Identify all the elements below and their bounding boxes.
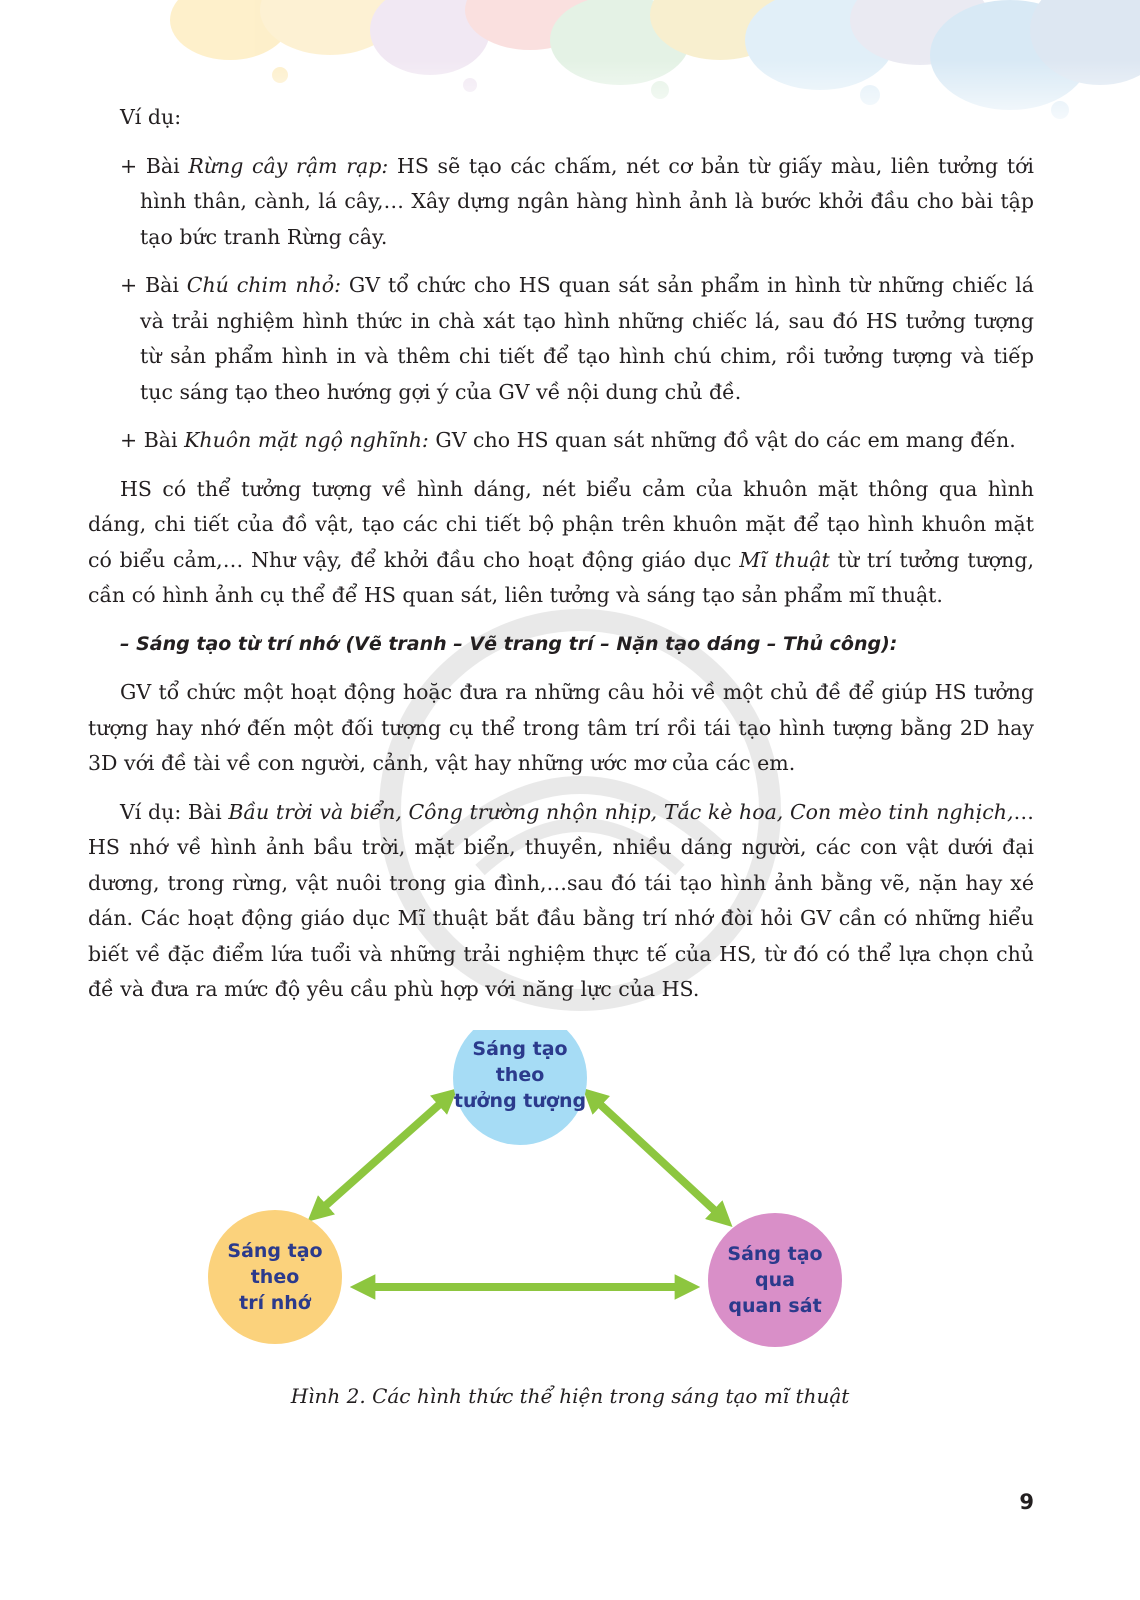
arrow-imagination-observation [590, 1095, 725, 1220]
svg-text:Sáng tạo: Sáng tạo [727, 1243, 823, 1265]
arrow-imagination-memory [315, 1095, 450, 1215]
bullet-chu-chim: + Bài Chú chim nhỏ: GV tổ chức cho HS quan sát sản phẩm in hình từ những chiếc lá và trải nghiệm hình thức in chà xát tạo hình những chiếc lá, sau đó HS tưởng tượng từ sản phẩm hình in và thêm chi tiết để tạo hình chú chim, rồi tưởng tượng và tiếp tục sáng tạo theo hướng gợi ý của GV về nội dung chủ đề. [120, 273, 1034, 404]
svg-text:qua: qua [755, 1269, 795, 1291]
svg-text:theo: theo [495, 1064, 545, 1086]
node-memory [208, 1210, 342, 1344]
example-label: Ví dụ: [120, 105, 182, 129]
svg-text:Sáng tạo: Sáng tạo [227, 1240, 323, 1262]
paragraph-imagination: HS có thể tưởng tượng về hình dáng, nét biểu cảm của khuôn mặt thông qua hình dáng, chi tiết của đồ vật, tạo các chi tiết bộ phận trên khuôn mặt để tạo hình khuôn mặt có biểu cảm,… Như vậy, để khởi đầu cho hoạt động giáo dục Mĩ thuật từ trí tưởng tượng, cần có hình ảnh cụ thể để HS quan sát, liên tưởng và sáng tạo sản phẩm mĩ thuật. [88, 476, 1034, 607]
node-imagination [453, 1030, 587, 1145]
svg-text:trí nhớ: trí nhớ [239, 1292, 311, 1314]
svg-text:theo: theo [250, 1266, 300, 1288]
paragraph-example: Ví dụ: Bài Bầu trời và biển, Công trường nhộn nhịp, Tắc kè hoa, Con mèo tinh nghịch,… HS nhớ về hình ảnh bầu trời, mặt biển, thuyền, nhiều dáng người, các con vật dưới đại dương, trong rừng, vật nuôi trong gia đình,…sau đó tái tạo hình ảnh bằng vẽ, nặn hay xé dán. Các hoạt động giáo dục Mĩ thuật bắt đầu bằng trí nhớ đòi hỏi GV cần có những hiểu biết về đặc điểm lứa tuổi và những trải nghiệm thực tế của HS, từ đó có thể lựa chọn chủ đề và đưa ra mức độ yêu cầu phù hợp với năng lực của HS. [88, 799, 1034, 1001]
figure-caption: Hình 2. Các hình thức thể hiện trong sáng tạo mĩ thuật [290, 1384, 850, 1408]
bullet-rung-cay: + Bài Rừng cây rậm rạp: HS sẽ tạo các chấm, nét cơ bản từ giấy màu, liên tưởng tới hình thân, cành, lá cây,… Xây dựng ngân hàng hình ảnh là bước khởi đầu cho bài tập tạo bức tranh Rừng cây. [120, 153, 1034, 249]
body-text [88, 100, 1034, 1021]
svg-text:Sáng tạo: Sáng tạo [472, 1038, 568, 1060]
page-number: 9 [1019, 1490, 1034, 1514]
svg-text:quan sát: quan sát [728, 1295, 822, 1317]
paragraph-memory: GV tổ chức một hoạt động hoặc đưa ra những câu hỏi về một chủ đề để giúp HS tưởng tượng hay nhớ đến một đối tượng cụ thể trong tâm trí rồi tái tạo hình tượng bằng 2D hay 3D với đề tài về con người, cảnh, vật hay những ước mơ của các em. [88, 680, 1034, 775]
node-observation [708, 1213, 842, 1347]
bullet-khuon-mat: + Bài Khuôn mặt ngộ nghĩnh: GV cho HS quan sát những đồ vật do các em mang đến. [120, 428, 1016, 452]
svg-text:tưởng tượng: tưởng tượng [453, 1090, 587, 1112]
creativity-triangle-diagram [200, 1030, 860, 1360]
section-heading-memory: – Sáng tạo từ trí nhớ (Vẽ tranh – Vẽ trang trí – Nặn tạo dáng – Thủ công): [120, 632, 898, 655]
